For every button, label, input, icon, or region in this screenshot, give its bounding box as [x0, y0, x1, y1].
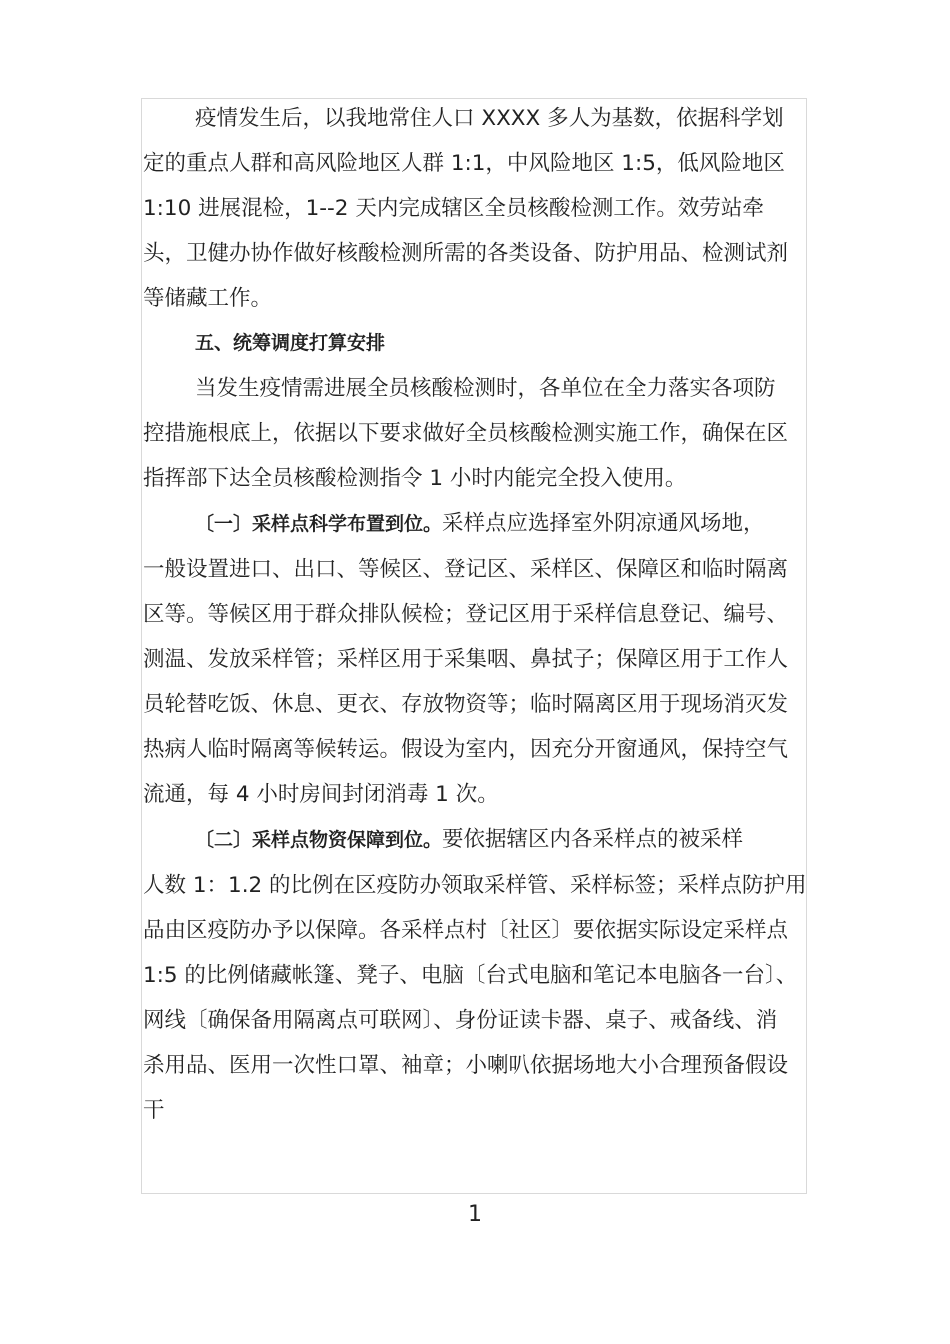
paragraph-line: 网线〔确保备用隔离点可联网〕、身份证读卡器、桌子、戒备线、消: [143, 1008, 778, 1033]
subsection-lead: 〔一〕采样点科学布置到位。: [195, 513, 443, 535]
section-heading: 五、统筹调度打算安排: [195, 332, 386, 354]
paragraph-line: 疫情发生后，以我地常住人口 XXXX 多人为基数，依据科学划: [195, 106, 784, 131]
paragraph-line: [143, 501, 817, 547]
paragraph-line: 1:5 的比例储藏帐篷、凳子、电脑〔台式电脑和笔记本电脑各一台〕、: [143, 963, 798, 988]
paragraph-line: 等储藏工作。: [143, 286, 273, 311]
paragraph-line: 流通，每 4 小时房间封闭消毒 1 次。: [143, 782, 499, 807]
paragraph-line: 干: [143, 1098, 165, 1123]
paragraph-line: 定的重点人群和高风险地区人群 1:1，中风险地区 1:5，低风险地区: [143, 151, 785, 176]
paragraph-line: 品由区疫防办予以保障。各采样点村〔社区〕要依据实际设定采样点: [143, 918, 789, 943]
paragraph-text: 采样点应选择室外阴凉通风场地，: [442, 511, 765, 536]
paragraph-line: 员轮替吃饭、休息、更衣、存放物资等；临时隔离区用于现场消灭发: [143, 692, 789, 717]
paragraph-line: 头，卫健办协作做好核酸检测所需的各类设备、防护用品、检测试剂: [143, 241, 789, 266]
paragraph-line: [143, 817, 817, 863]
paragraph-line: 人数 1：1.2 的比例在区疫防办领取采样管、采样标签；采样点防护用: [143, 873, 807, 898]
paragraph-line: 杀用品、医用一次性口罩、袖章；小喇叭依据场地大小合理预备假设: [143, 1053, 789, 1078]
document-body: [143, 96, 817, 1133]
paragraph-line: 1:10 进展混检，1--2 天内完成辖区全员核酸检测工作。效劳站牵: [143, 196, 764, 221]
paragraph-line: 热病人临时隔离等候转运。假设为室内，因充分开窗通风，保持空气: [143, 737, 789, 762]
paragraph-text: 要依据辖区内各采样点的被采样: [442, 827, 744, 852]
subsection-lead: 〔二〕采样点物资保障到位。: [195, 829, 443, 851]
paragraph-line: 控措施根底上，依据以下要求做好全员核酸检测实施工作，确保在区: [143, 421, 789, 446]
paragraph-line: 指挥部下达全员核酸检测指令 1 小时内能完全投入使用。: [143, 466, 687, 491]
paragraph-line: 一般设置进口、出口、等候区、登记区、采样区、保障区和临时隔离: [143, 557, 789, 582]
paragraph-line: 区等。等候区用于群众排队候检；登记区用于采样信息登记、编号、: [143, 602, 789, 627]
page-number: 1: [468, 1202, 482, 1227]
paragraph-line: 测温、发放采样管；采样区用于采集咽、鼻拭子；保障区用于工作人: [143, 647, 789, 672]
paragraph-line: 当发生疫情需进展全员核酸检测时，各单位在全力落实各项防: [195, 376, 776, 401]
